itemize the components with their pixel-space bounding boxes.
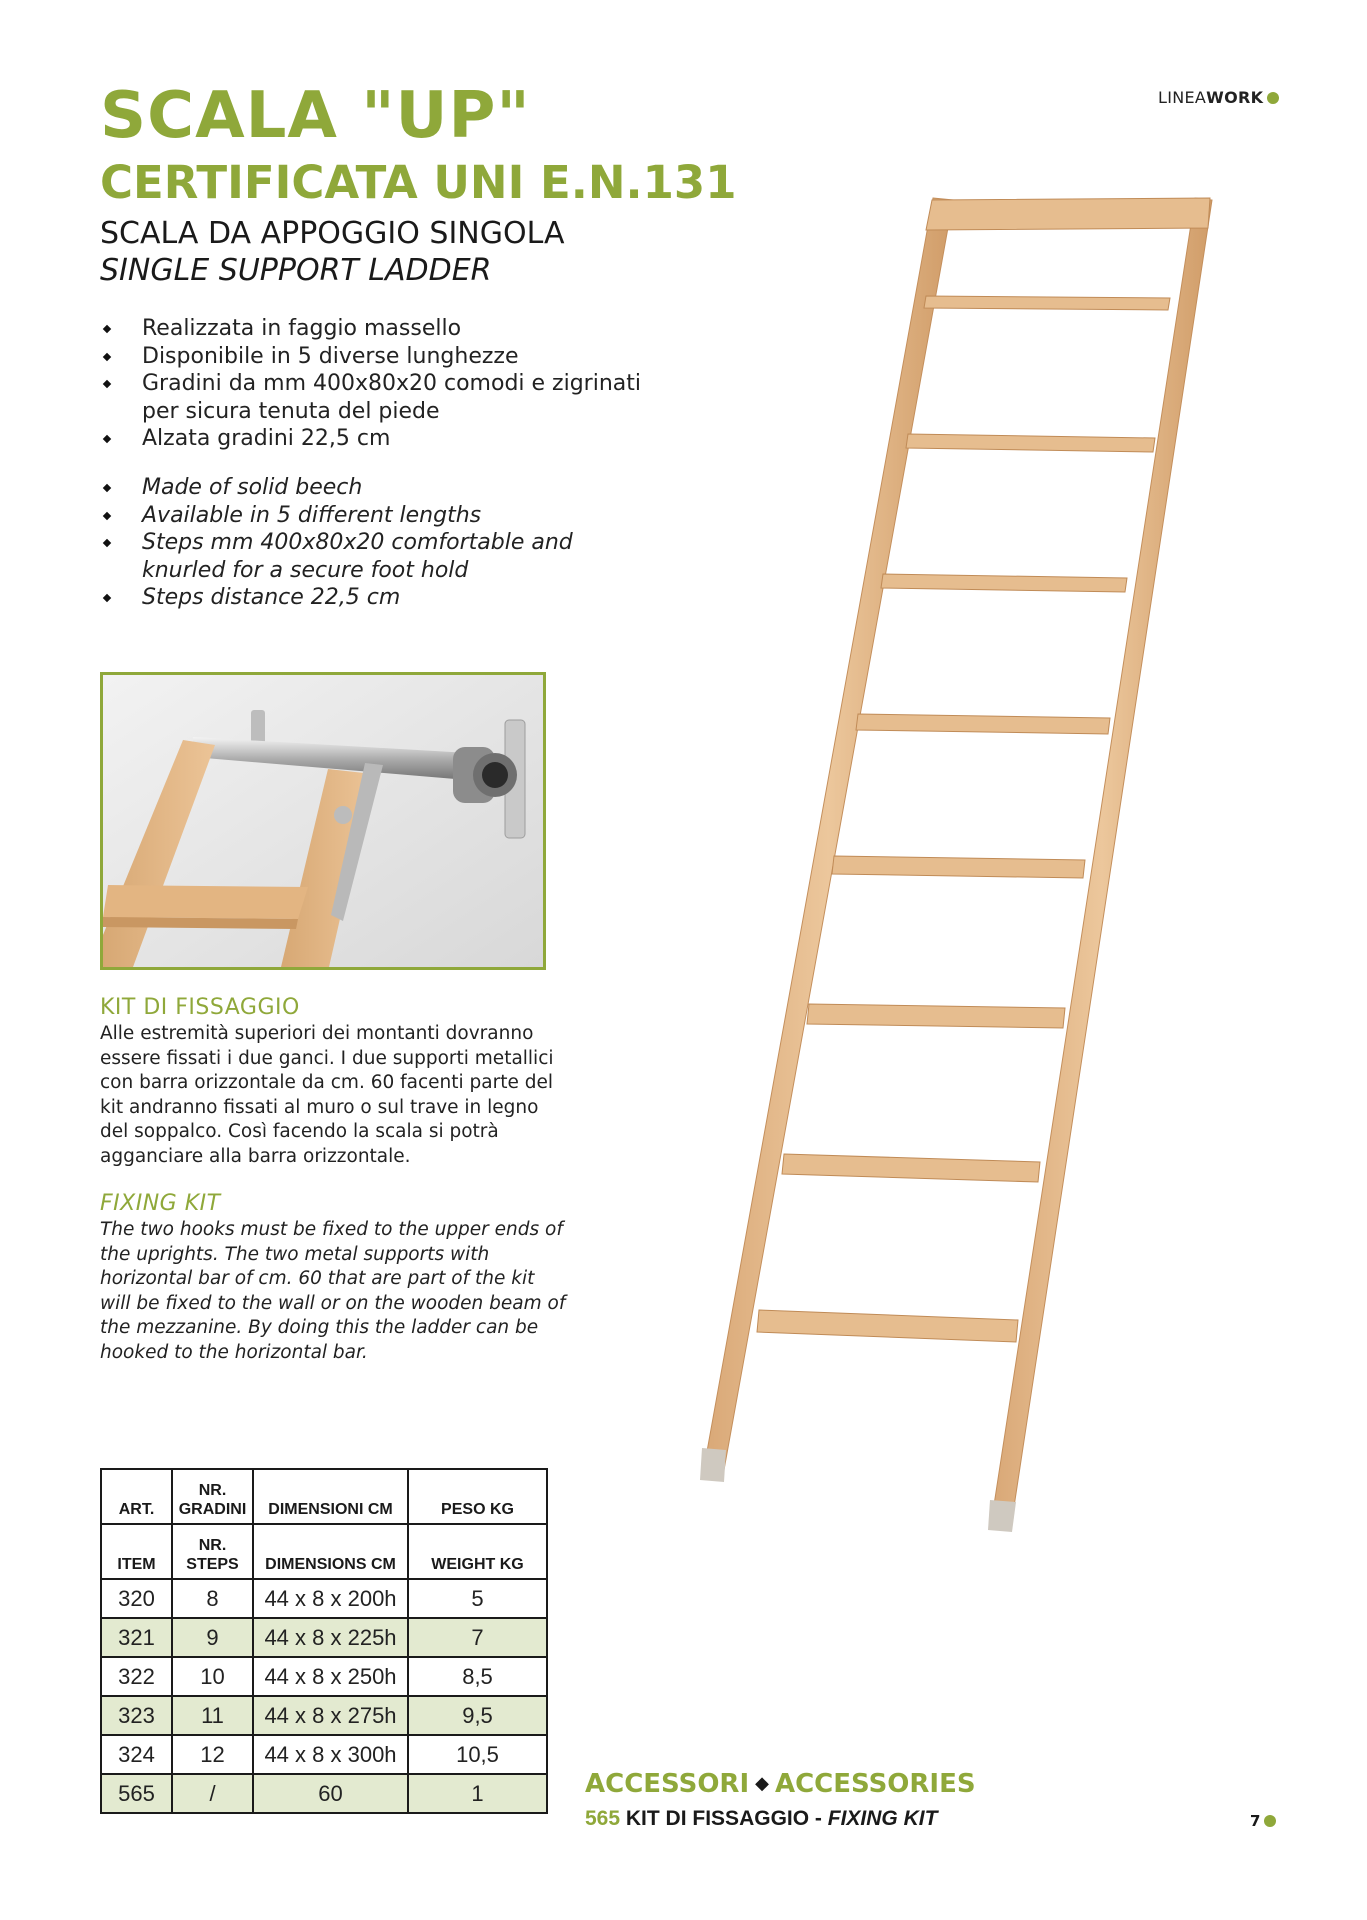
accessories-title <box>585 1768 976 1800</box>
accessory-name-it: KIT DI FISSAGGIO <box>625 1807 810 1830</box>
brand-prefix: LINEA <box>1158 88 1207 107</box>
table-row <box>101 1735 547 1774</box>
table-cell: 9 <box>172 1618 253 1657</box>
table-header-cell: NR. STEPS <box>172 1524 253 1579</box>
table-header-row-en <box>101 1524 547 1579</box>
accessory-dash: - <box>814 1807 822 1830</box>
features-it-list <box>100 315 660 453</box>
table-row <box>101 1696 547 1735</box>
table-cell: / <box>172 1774 253 1813</box>
feature-item: Available in 5 different lengths <box>100 502 660 530</box>
features-en-list <box>100 474 660 612</box>
table-cell: 44 x 8 x 225h <box>253 1618 408 1657</box>
table-row <box>101 1579 547 1618</box>
table-row <box>101 1774 547 1813</box>
accessories-title-it: ACCESSORI <box>585 1769 750 1799</box>
subtitle-en: SINGLE SUPPORT LADDER <box>100 253 492 288</box>
page-number <box>1250 1812 1276 1830</box>
table-cell: 9,5 <box>408 1696 547 1735</box>
table-cell: 10 <box>172 1657 253 1696</box>
brand-logo <box>1158 88 1279 107</box>
ladder-illustration <box>700 190 1240 1550</box>
table-cell: 44 x 8 x 300h <box>253 1735 408 1774</box>
kit-body-en: The two hooks must be fixed to the upper ends of the uprights. The two metal supports with horizontal bar of cm. 60 that are part of the kit will be fixed to the wall or on the wooden beam of the mezzanine. By doing this the ladder can be hooked to the horizontal bar. <box>100 1219 566 1363</box>
feature-item: Alzata gradini 22,5 cm <box>100 425 660 453</box>
kit-body-it: Alle estremità superiori dei montanti dovranno essere fissati i due ganci. I due supporti metallici con barra orizzontale da cm. 60 facenti parte del kit andranno fissati al muro o sul trave in legno del soppalco. Così facendo la scala si potrà agganciare alla barra orizzontale. <box>100 1023 554 1167</box>
fixing-kit-photo <box>100 672 546 970</box>
table-cell: 322 <box>101 1657 172 1696</box>
brand-bold: WORK <box>1206 88 1264 107</box>
table-row <box>101 1657 547 1696</box>
accessories-title-en: ACCESSORIES <box>774 1769 976 1799</box>
table-cell: 5 <box>408 1579 547 1618</box>
accessory-name-en: FIXING KIT <box>827 1807 938 1830</box>
accessory-code: 565 <box>585 1807 621 1830</box>
feature-item: Realizzata in faggio massello <box>100 315 660 343</box>
table-cell: 60 <box>253 1774 408 1813</box>
page-number-text: 7 <box>1250 1812 1261 1830</box>
table-cell: 12 <box>172 1735 253 1774</box>
table-cell: 44 x 8 x 275h <box>253 1696 408 1735</box>
table-cell: 44 x 8 x 200h <box>253 1579 408 1618</box>
table-header-cell: DIMENSIONI CM <box>253 1469 408 1524</box>
table-cell: 10,5 <box>408 1735 547 1774</box>
table-header-cell: PESO KG <box>408 1469 547 1524</box>
table-row <box>101 1618 547 1657</box>
table-header-cell: DIMENSIONS CM <box>253 1524 408 1579</box>
feature-item: Made of solid beech <box>100 474 660 502</box>
page-dot-icon <box>1264 1815 1276 1827</box>
table-cell: 323 <box>101 1696 172 1735</box>
brand-dot-icon <box>1267 92 1279 104</box>
feature-item: Disponibile in 5 diverse lunghezze <box>100 343 660 371</box>
product-title: SCALA "UP" <box>100 79 531 153</box>
accessory-line <box>585 1806 937 1832</box>
table-cell: 324 <box>101 1735 172 1774</box>
table-header-cell: ITEM <box>101 1524 172 1579</box>
diamond-separator-icon: ◆ <box>755 1773 769 1794</box>
kit-title-en: FIXING KIT <box>100 1191 221 1216</box>
table-cell: 8,5 <box>408 1657 547 1696</box>
table-header-cell: WEIGHT KG <box>408 1524 547 1579</box>
subtitle-it: SCALA DA APPOGGIO SINGOLA <box>100 216 565 251</box>
table-cell: 8 <box>172 1579 253 1618</box>
table-header-row-it <box>101 1469 547 1524</box>
spec-table <box>100 1468 548 1814</box>
feature-item: Gradini da mm 400x80x20 comodi e zigrinati per sicura tenuta del piede <box>100 370 660 425</box>
feature-item: Steps mm 400x80x20 comfortable and knurled for a secure foot hold <box>100 529 660 584</box>
feature-item: Steps distance 22,5 cm <box>100 584 660 612</box>
table-cell: 1 <box>408 1774 547 1813</box>
fixing-kit-illustration <box>103 675 543 967</box>
certification-title: CERTIFICATA UNI E.N.131 <box>100 156 737 209</box>
table-cell: 7 <box>408 1618 547 1657</box>
kit-title-it: KIT DI FISSAGGIO <box>100 995 300 1020</box>
table-cell: 321 <box>101 1618 172 1657</box>
table-header-cell: ART. <box>101 1469 172 1524</box>
table-cell: 565 <box>101 1774 172 1813</box>
table-cell: 44 x 8 x 250h <box>253 1657 408 1696</box>
table-cell: 320 <box>101 1579 172 1618</box>
table-header-cell: NR. GRADINI <box>172 1469 253 1524</box>
table-cell: 11 <box>172 1696 253 1735</box>
